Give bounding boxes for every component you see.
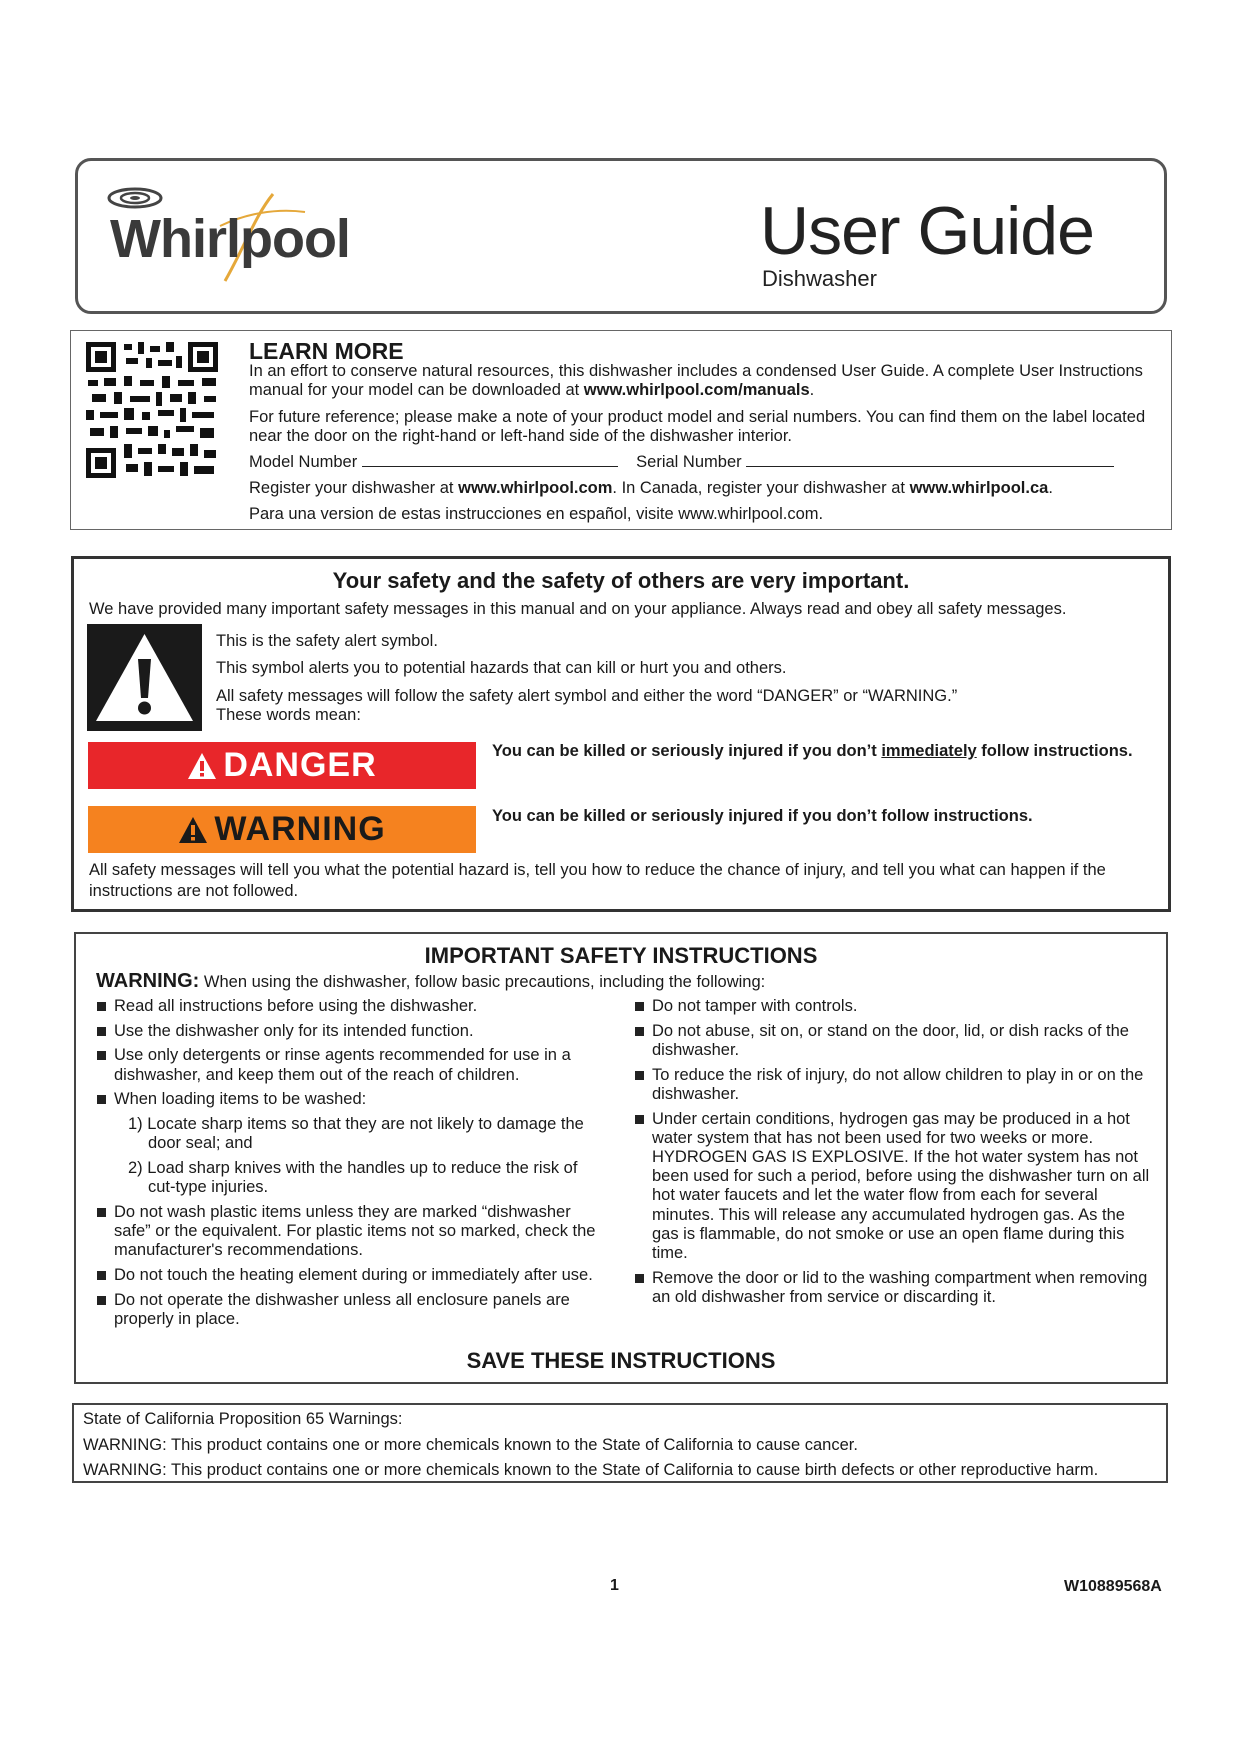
list-item: When loading items to be washed: (96, 1090, 606, 1109)
list-item: Use the dishwasher only for its intended function. (96, 1022, 606, 1041)
warning-signal-word (88, 806, 476, 853)
learn-more-title: LEARN MORE (249, 338, 404, 364)
safety-alert-icon (87, 624, 202, 731)
instructions-left-column (96, 997, 606, 1335)
whirlpool-logo (105, 186, 365, 286)
sub-list-item: 2) Load sharp knives with the handles up to reduce the risk of cut-type injuries. (128, 1158, 578, 1197)
safety-footer: All safety messages will tell you what the potential hazard is, tell you how to reduce the chance of injury, and tell you what can happen if the instructions are not followed. (89, 861, 1106, 900)
serial-number-label: Serial Number (636, 453, 742, 471)
reference-paragraph: For future reference; please make a note of your product model and serial numbers. You can find them on the label located near the door on the right-hand or left-hand side of the dishwasher interior. (249, 408, 1146, 445)
list-item: Read all instructions before using the dishwasher. (96, 997, 606, 1016)
danger-message-emphasis: immediately (881, 742, 977, 760)
sub-list-item: 1) Locate sharp items so that they are not likely to damage the door seal; and (128, 1115, 584, 1153)
danger-signal-word (88, 742, 476, 789)
danger-message (492, 742, 1162, 761)
manuals-link[interactable]: www.whirlpool.com/manuals (583, 381, 810, 399)
list-item: Use only detergents or rinse agents recommended for use in a dishwasher, and keep them out of the reach of children. (96, 1046, 606, 1084)
learn-more-paragraph: In an effort to conserve natural resources, this dishwasher includes a condensed User Guide. A complete User Instructions manual for your model can be downloaded at www.whirlpool.com/manuals. (249, 362, 1143, 399)
list-item: To reduce the risk of injury, do not allow children to play in or on the dishwasher. (634, 1066, 1154, 1104)
model-number-field[interactable] (362, 452, 618, 467)
register-text: Register your dishwasher at (249, 479, 459, 497)
list-item: Under certain conditions, hydrogen gas may be produced in a hot water system that has not been used for two weeks or more. HYDROGEN GAS IS EXPLOSIVE. If the hot water system has not been used for such a period, before using the dishwasher turn on all hot water faucets and let the water flow from each for several minutes. This will release any accumulated hydrogen gas. As the gas is flammable, do not smoke or use an open flame during this time. (634, 1110, 1154, 1264)
document-id: W10889568A (1064, 1578, 1162, 1595)
prop65-cancer-warning: WARNING: This product contains one or more chemicals known to the State of California to cause cancer. (83, 1436, 858, 1454)
qr-code-icon (84, 340, 220, 480)
spanish-note: Para una version de estas instrucciones en español, visite www.whirlpool.com. (249, 505, 824, 523)
safety-intro: We have provided many important safety messages in this manual and on your appliance. Always read and obey all safety messages. (89, 600, 1067, 618)
register-link-canada[interactable]: www.whirlpool.ca (909, 479, 1049, 497)
register-link-us[interactable]: www.whirlpool.com (458, 479, 613, 497)
danger-label: DANGER (223, 746, 377, 784)
page-title: User Guide (760, 193, 1094, 269)
isi-warning-word: WARNING: (96, 970, 200, 992)
list-item: Do not tamper with controls. (634, 997, 1154, 1016)
brand-name: Whirlpool (110, 209, 350, 269)
warning-triangle-icon (187, 752, 217, 780)
page-subtitle: Dishwasher (762, 266, 877, 291)
important-safety-heading: IMPORTANT SAFETY INSTRUCTIONS (424, 943, 818, 968)
prop65-title: State of California Proposition 65 Warnings: (83, 1410, 403, 1428)
instructions-right-column (634, 997, 1154, 1313)
model-serial-row (249, 452, 1149, 472)
list-item: Do not touch the heating element during or immediately after use. (96, 1266, 606, 1285)
alert-follow-line: All safety messages will follow the safety alert symbol and either the word “DANGER” or “WARNING.” (216, 687, 958, 705)
register-line: Register your dishwasher at www.whirlpool.com. In Canada, register your dishwasher at www.whirlpool.ca. (249, 479, 1053, 497)
warning-message: You can be killed or seriously injured if you don’t follow instructions. (492, 807, 1033, 825)
alert-hazard-line: This symbol alerts you to potential hazards that can kill or hurt you and others. (216, 659, 787, 677)
save-instructions-heading: SAVE THESE INSTRUCTIONS (466, 1348, 776, 1373)
isi-warning-text: When using the dishwasher, follow basic precautions, including the following: (199, 973, 766, 991)
list-item: Do not wash plastic items unless they are marked “dishwasher safe” or the equivalent. For plastic items not so marked, check the manufacturer's recommendations. (96, 1203, 606, 1261)
list-item: Do not operate the dishwasher unless all enclosure panels are properly in place. (96, 1291, 606, 1329)
warning-triangle-icon (178, 816, 208, 844)
warning-label: WARNING (214, 810, 386, 848)
isi-warning-line (96, 970, 996, 993)
list-item: Remove the door or lid to the washing compartment when removing an old dishwasher from service or discarding it. (634, 1269, 1154, 1307)
learn-more-text: In an effort to conserve natural resources, this dishwasher includes a condensed User Guide. A complete User Instructions manual for your model can be downloaded at (249, 362, 1143, 399)
register-text-canada: . In Canada, register your dishwasher at (612, 479, 910, 497)
page-number: 1 (610, 1577, 619, 1594)
safety-heading: Your safety and the safety of others are very important. (332, 568, 910, 593)
list-item: Do not abuse, sit on, or stand on the door, lid, or dish racks of the dishwasher. (634, 1022, 1154, 1060)
alert-symbol-line: This is the safety alert symbol. (216, 632, 438, 650)
prop65-birth-defects-warning: WARNING: This product contains one or more chemicals known to the State of California to cause birth defects or other reproductive harm. (83, 1461, 1099, 1479)
model-number-label: Model Number (249, 453, 358, 471)
serial-number-field[interactable] (746, 452, 1114, 467)
alert-meaning-line: These words mean: (216, 706, 361, 724)
danger-message-end: follow instructions. (976, 742, 1133, 760)
danger-message-text: You can be killed or seriously injured if you don’t (492, 742, 882, 760)
